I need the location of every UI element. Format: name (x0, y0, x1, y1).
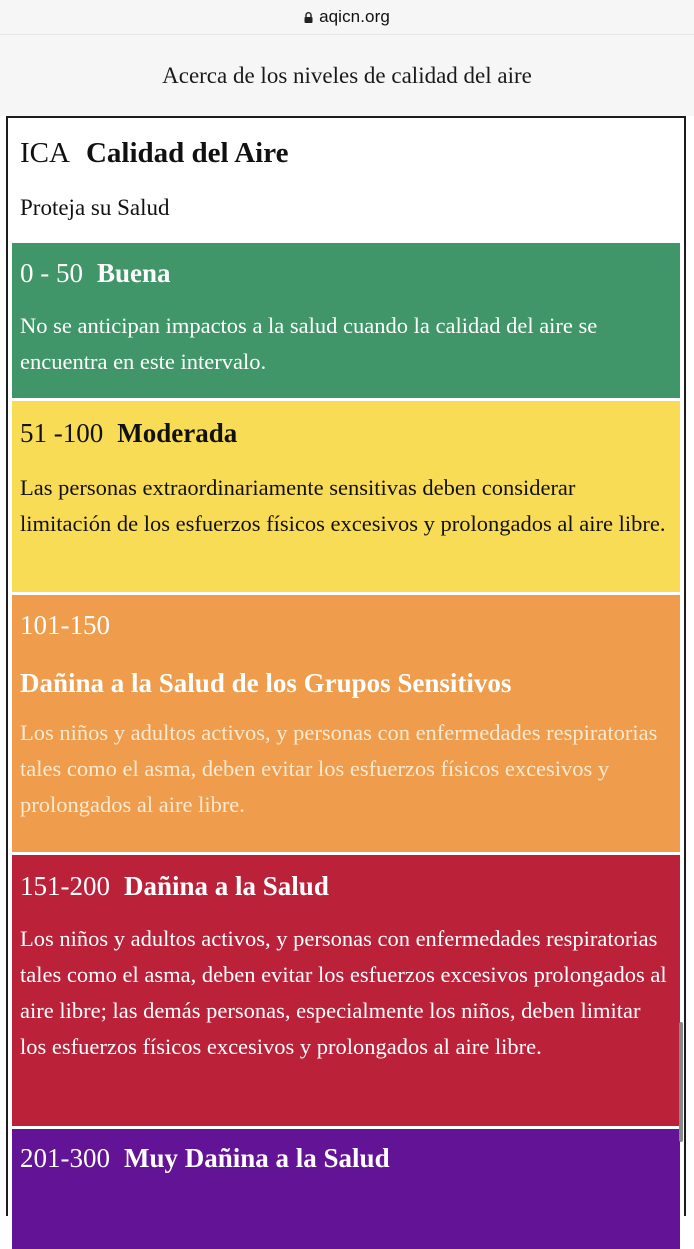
level-unhealthy (12, 855, 680, 1126)
level-very-unhealthy (12, 1129, 680, 1249)
level-name: Muy Dañina a la Salud (124, 1143, 390, 1173)
table-subtitle: Proteja su Salud (20, 195, 170, 220)
scrollbar-indicator[interactable] (679, 1022, 683, 1142)
table-header (8, 118, 684, 243)
level-description: Los niños y adultos activos, y personas con enfermedades respiratorias tales como el asma, deben evitar los esfuerzos físicos excesivos y prolongados al aire libre. (20, 720, 658, 817)
level-range: 0 - 50 (20, 258, 83, 288)
ica-label: ICA (20, 137, 70, 169)
level-name: Dañina a la Salud de los Grupos Sensitivos (20, 668, 512, 698)
address-bar[interactable] (0, 0, 694, 35)
lock-icon (304, 12, 313, 23)
page-title: Acerca de los niveles de calidad del aire (162, 62, 532, 88)
aqi-levels-table (6, 116, 686, 1216)
level-range: 51 -100 (20, 418, 104, 448)
level-name: Moderada (117, 418, 238, 448)
level-range: 101-150 (20, 610, 110, 640)
level-name: Dañina a la Salud (124, 871, 329, 901)
level-description: Los niños y adultos activos, y personas con enfermedades respiratorias tales como el asma, deben evitar los esfuerzos excesivos prolongados al aire libre; las demás personas, especialmente los niños, deben limitar los esfuerzos físicos excesivos y prolongados al aire libre. (20, 926, 667, 1059)
level-moderate (12, 401, 680, 592)
level-name: Buena (97, 258, 171, 288)
page-header (0, 35, 694, 116)
level-range: 201-300 (20, 1143, 110, 1173)
level-range: 151-200 (20, 871, 110, 901)
level-good (12, 243, 680, 398)
ica-title: Calidad del Aire (85, 137, 289, 169)
level-unhealthy-sensitive (12, 595, 680, 852)
url-domain[interactable]: aqicn.org (319, 7, 390, 26)
level-description: Las personas extraordinariamente sensitivas deben considerar limitación de los esfuerzos físicos excesivos y prolongados al aire libre. (20, 475, 666, 536)
level-description: No se anticipan impactos a la salud cuando la calidad del aire se encuentra en este intervalo. (20, 313, 598, 374)
